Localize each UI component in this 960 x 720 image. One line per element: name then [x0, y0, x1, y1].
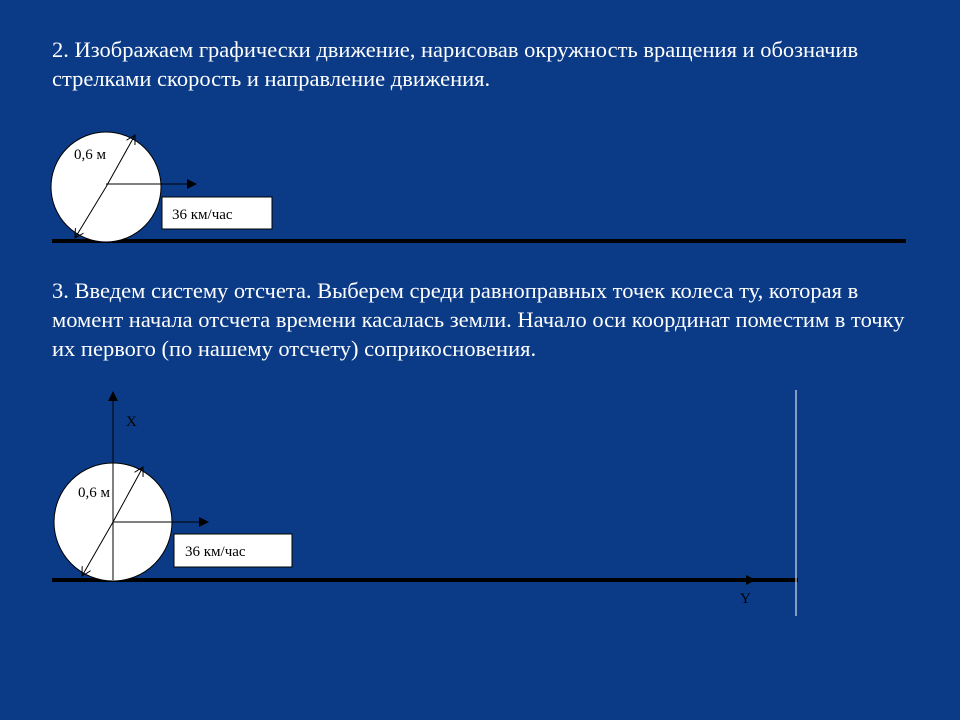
step2-text: 2. Изображаем графически движение, нарисовав окружность вращения и обозначив стрелками скорость и направление движения.: [52, 37, 859, 91]
y-axis-label: Y: [740, 591, 751, 607]
diameter-label-2: 0,6 м: [78, 485, 110, 501]
step3-text: 3. Введем систему отсчета. Выберем среди равноправных точек колеса ту, которая в момент начала отсчета времени касалась земли. Начало оси координат поместим в точку их первого (по нашему отсчету) соприкосновения.: [52, 278, 905, 361]
diameter-label-1: 0,6 м: [74, 147, 106, 163]
diagram-1: [51, 132, 906, 242]
speed-label-1: 36 км/час: [172, 207, 233, 223]
x-axis-label: X: [126, 414, 137, 430]
diagram-2: [52, 390, 798, 616]
speed-label-2: 36 км/час: [185, 544, 246, 560]
